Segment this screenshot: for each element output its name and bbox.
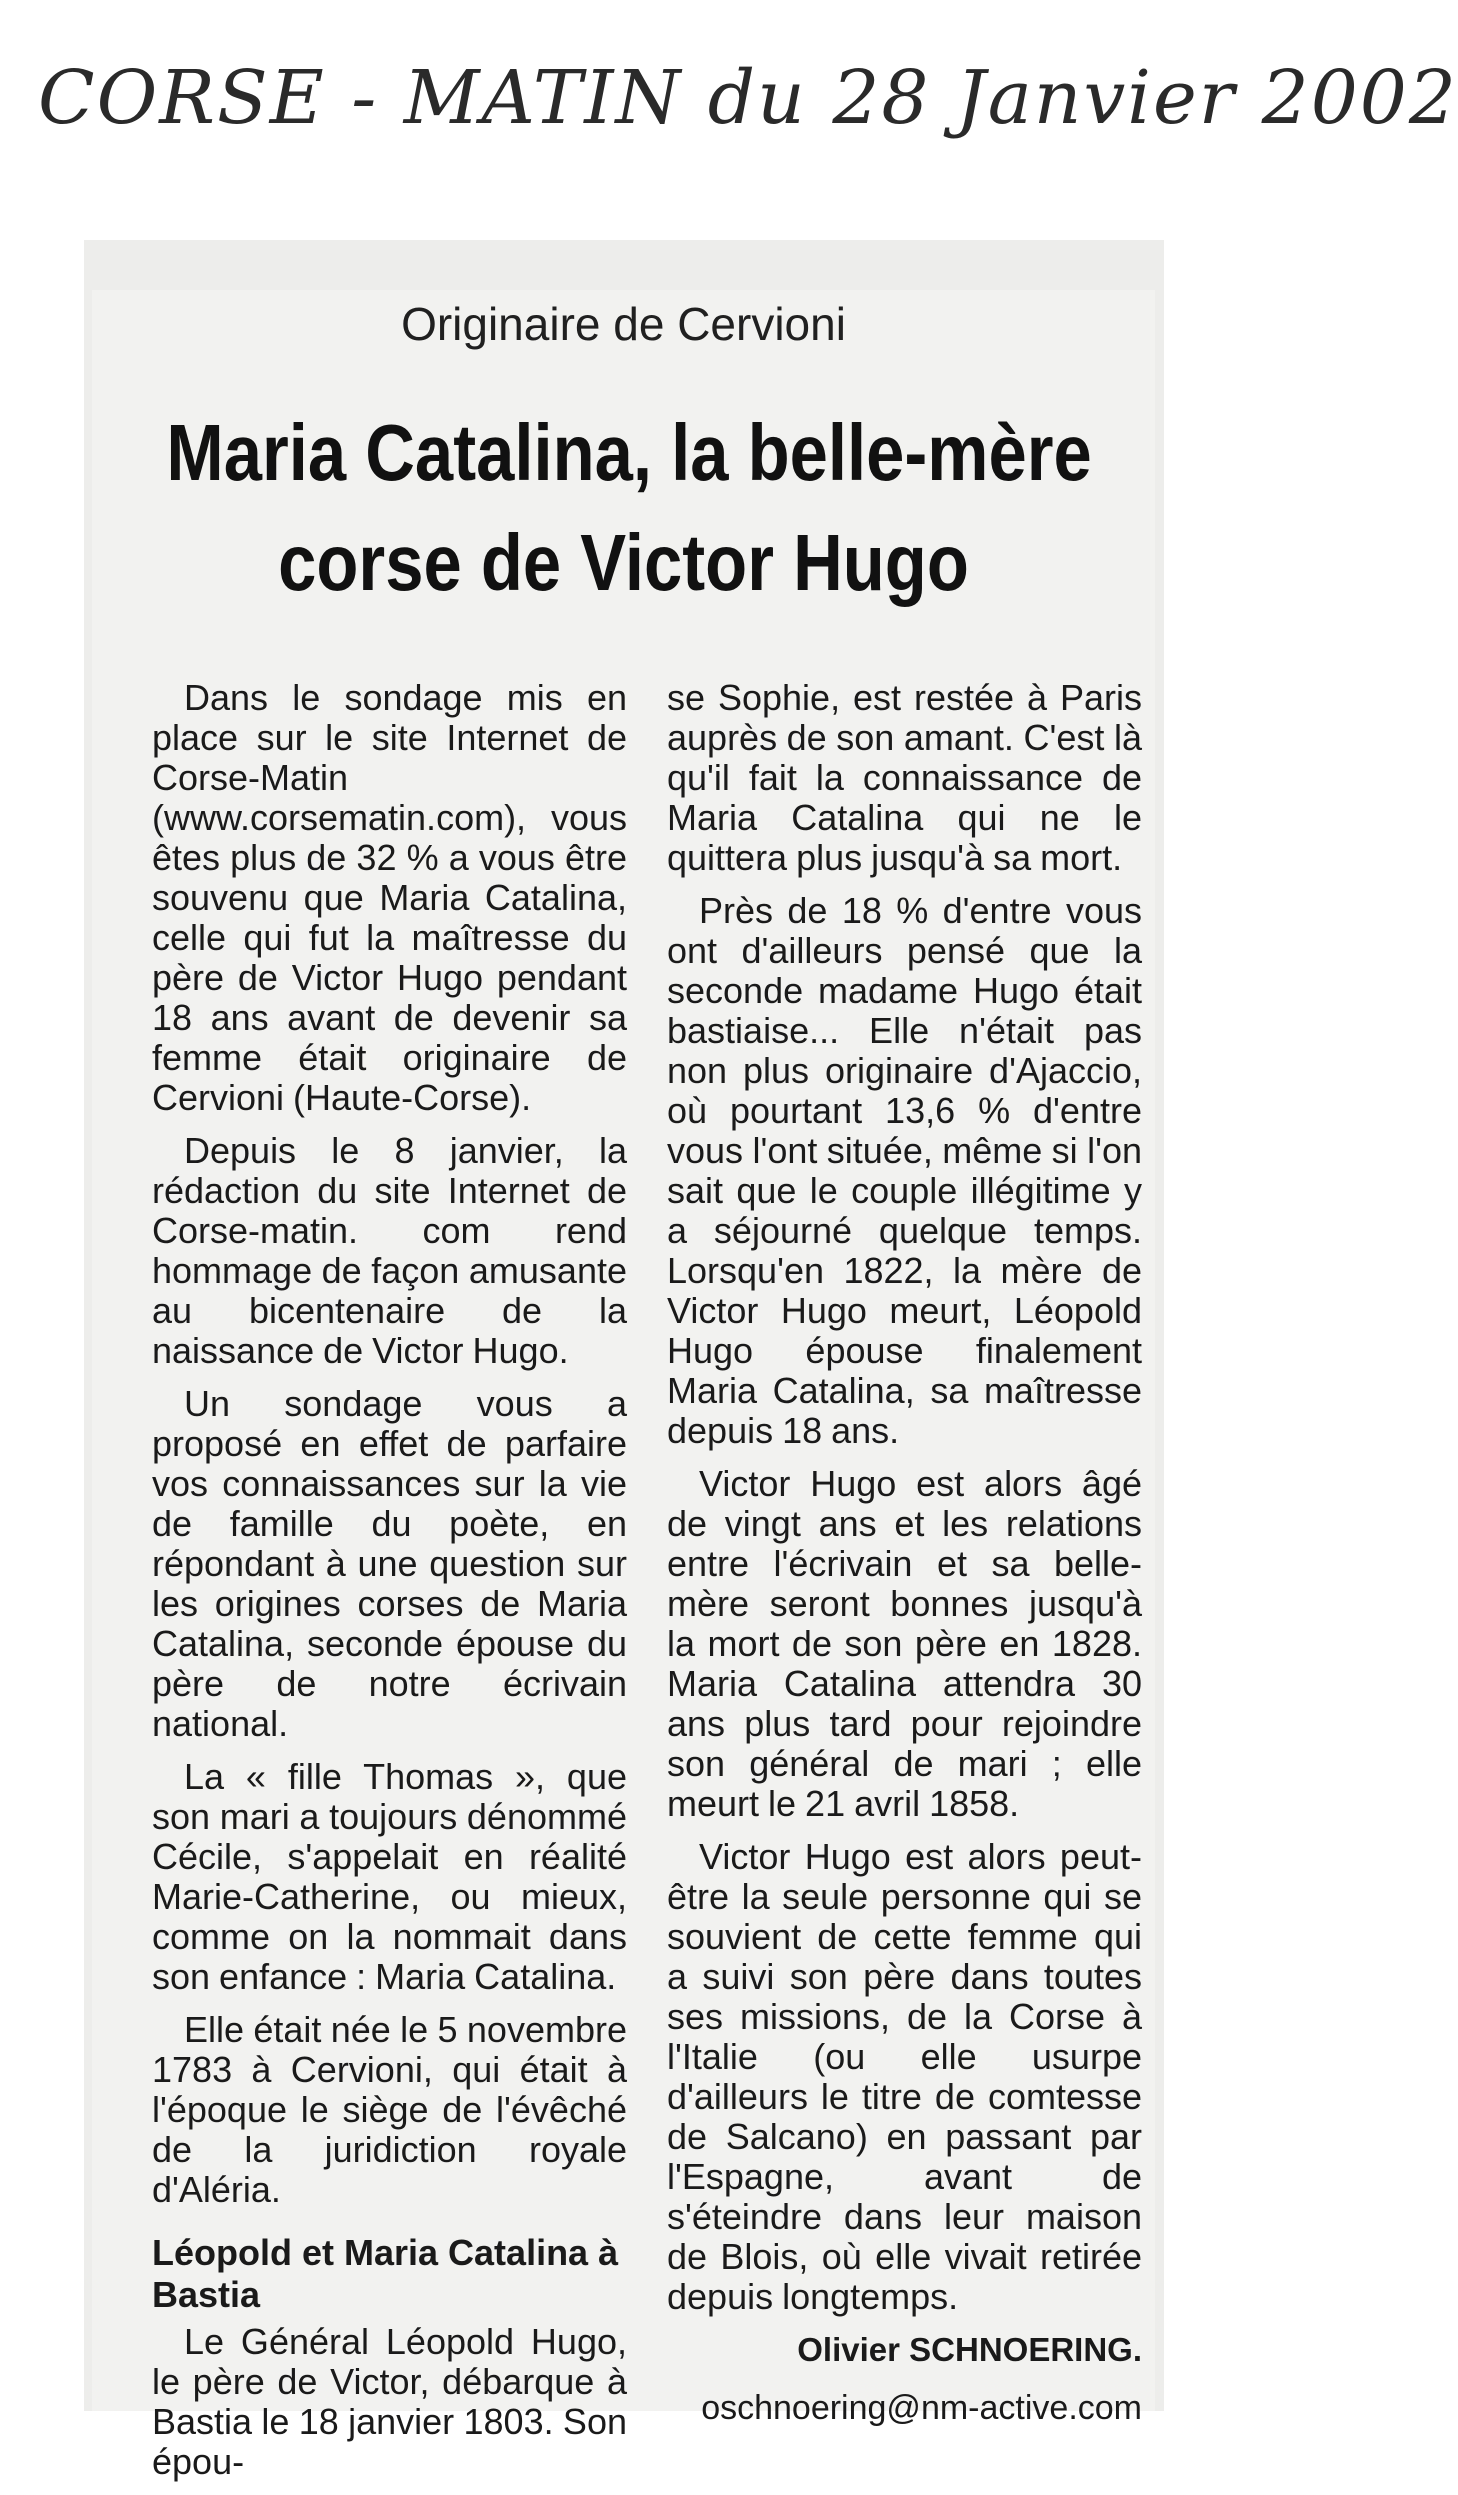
paragraph: se Sophie, est restée à Paris auprès de son amant. C'est là qu'il fait la connaissance de Maria Catalina qui ne le quittera plus jusqu'à sa mort. (667, 677, 1142, 878)
paragraph: La « fille Thomas », que son mari a toujours dénommé Cécile, s'appelait en réalité Marie-Catherine, ou mieux, comme on la nommait dans son enfance : Maria Catalina. (152, 1756, 627, 1997)
article-column-left (152, 678, 627, 2495)
headline-line-1: Maria Catalina, la belle-mère (166, 408, 1092, 497)
headline-line-2: corse de Victor Hugo (278, 518, 969, 607)
paragraph: Elle était née le 5 novembre 1783 à Cervioni, qui était à l'époque le siège de l'évêché de la juridiction royale d'Aléria. (152, 2009, 627, 2210)
paragraph: Un sondage vous a proposé en effet de parfaire vos connaissances sur la vie de famille du poète, en répondant à une question sur les origines corses de Maria Catalina, seconde épouse du père de notre écrivain national. (152, 1383, 627, 1744)
article-kicker: Originaire de Cervioni (401, 298, 846, 350)
paragraph: Depuis le 8 janvier, la rédaction du site Internet de Corse-matin. com rend hommage de façon amusante au bicentenaire de la naissance de Victor Hugo. (152, 1130, 627, 1371)
paragraph: Le Général Léopold Hugo, le père de Victor, débarque à Bastia le 18 janvier 1803. Son épou- (152, 2321, 627, 2482)
article (92, 290, 1155, 2482)
paragraph: Près de 18 % d'entre vous ont d'ailleurs pensé que la seconde madame Hugo était bastiaise... Elle n'était pas non plus originaire d'Ajaccio, où pourtant 13,6 % d'entre vous l'ont située, même si l'on sait que le couple illégitime y a séjourné quelque temps. Lorsqu'en 1822, la mère de Victor Hugo meurt, Léopold Hugo épouse finalement Maria Catalina, sa maîtresse depuis 18 ans. (667, 890, 1142, 1451)
article-headline (166, 398, 1092, 618)
author-signature: Olivier SCHNOERING. (797, 2331, 1142, 2368)
handwritten-source-note: CORSE - MATIN du 28 Janvier 2002 (38, 55, 1458, 141)
article-subhead: Léopold et Maria Catalina à Bastia (152, 2232, 619, 2315)
author-email: oschnoering@nm-active.com (701, 2389, 1142, 2427)
paragraph: Victor Hugo est alors peut-être la seule personne qui se souvient de cette femme qui a suivi son père dans toutes ses missions, de la Corse à l'Italie (ou elle usurpe d'ailleurs le titre de comtesse de Salcano) en passant par l'Espagne, avant de s'éteindre dans leur maison de Blois, où elle vivait retirée depuis longtemps. (667, 1836, 1142, 2317)
paragraph: Dans le sondage mis en place sur le site Internet de Corse-Matin (www.corsematin.com), vous êtes plus de 32 % a vous être souvenu que Maria Catalina, celle qui fut la maîtresse du père de Victor Hugo pendant 18 ans avant de devenir sa femme était originaire de Cervioni (Haute-Corse). (152, 677, 627, 1118)
article-column-right (667, 678, 1142, 2430)
paragraph: Victor Hugo est alors âgé de vingt ans et les relations entre l'écrivain et sa belle-mère seront bonnes jusqu'à la mort de son père en 1828. Maria Catalina attendra 30 ans plus tard pour rejoindre son général de mari ; elle meurt le 21 avril 1858. (667, 1463, 1142, 1824)
